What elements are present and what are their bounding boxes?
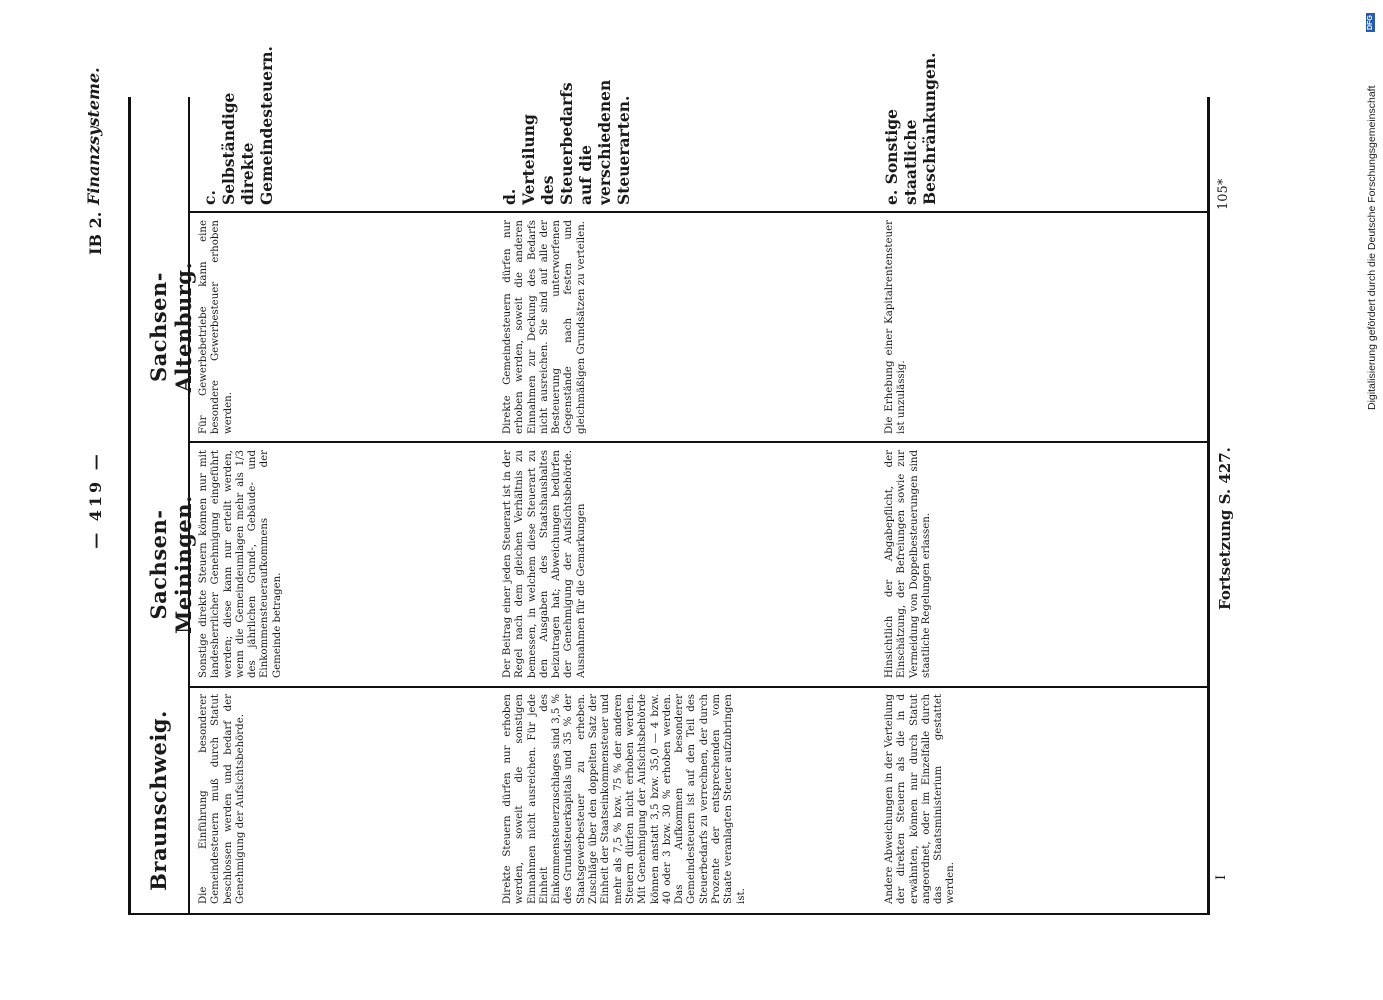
col-header-braunschweig: Braunschweig. [146, 710, 171, 891]
row-e-meiningen: Hinsichtlich der Abgabepflicht, der Einschätzung, der Befreiungen sowie zur Vermeidung von Doppelbesteuerungen sind staatliche Regelungen erlassen. [884, 450, 932, 678]
row-e-braunschweig: Andere Abweichungen in der Verteilung der direkten Steuern als die in d erwähnten, können nur durch Statut angeordnet, oder im Einzelfalle durch das Staatsministerium gestattet werden. [884, 694, 957, 904]
row-d-meiningen: Der Beitrag einer jeden Steuerart ist in der Regel nach dem gleichen Verhältnis zu bemessen, in welchem diese Steuerart zu den Ausgaben des Staatshaushaltes beizutragen hat; Abweichungen bedürfen der Genehmigung der Aufsichtsbehörde. Ausnahmen für die Gemarkungen [502, 450, 587, 678]
row-e-altenburg: Die Erhebung einer Kapitalrentensteuer ist unzulässig. [884, 220, 908, 434]
rule-col-b [188, 441, 1210, 443]
col-header-altenburg: Sachsen-Altenburg. [146, 261, 196, 393]
row-c-meiningen: Sonstige direkte Steuern können nur mit landesherrlicher Genehmigung eingeführt werden; diese kann nur erteilt werden, wenn die Gemeindeumlagen mehr als 1/3 des jährlichen Grund-, Gebäude- und Einkommensteueraufkommens der Gemeinde betragen. [198, 450, 283, 678]
row-c-label: c. Selbständige direkte Gemeindesteuern. [200, 46, 276, 205]
digitization-note: Digitalisierung gefördert durch die Deutsche Forschungsgemeinschaft [1366, 85, 1378, 410]
rule-left [128, 97, 131, 915]
row-d-braunschweig: Direkte Steuern dürfen nur erhoben werden, soweit die sonstigen Einnahmen nicht ausreichen. Für jede Einheit des Einkommensteuerzuschlages sind 3,5 % des Grundsteuerkapitals und 35 % der Staatsgewerbesteuer zu erheben. Zuschläge über den doppelten Satz der Einheit der Staatseinkommensteuer und mehr als 7,5 % bzw. 75 % der anderen Steuern dürfen nicht erhoben werden. Mit Genehmigung der Aufsichtsbehörde können anstatt 3,5 bzw. 35,0 — 4 bzw. 40 oder 3 bzw. 30 % erhoben werden. Das Aufkommen besonderer Gemeindesteuern ist auf den Teil des Steuerbedarfs zu verrechnen, der durch Prozente der entsprechenden vom Staate veranlagten Steuer aufzubringen ist. [502, 694, 747, 904]
rule-header-bottom [128, 913, 1210, 915]
continuation-note: Fortsetzung S. 427. [1216, 447, 1234, 610]
row-e-label: e. Sonstige staatliche Beschränkungen. [882, 52, 939, 205]
row-c-altenburg: Für Gewerbebetriebe kann eine besondere Gewerbesteuer erhoben werden. [198, 220, 234, 434]
running-title: Finanzsysteme. [84, 67, 103, 205]
chapter: IB 2. [86, 211, 105, 255]
rule-col-c [188, 211, 1210, 213]
rule-right [1207, 97, 1210, 915]
footer-mark: I [1214, 874, 1229, 880]
rule-col-a [188, 686, 1210, 688]
col-header-meiningen: Sachsen-Meiningen. [146, 495, 196, 634]
dfg-logo: DFG [1367, 15, 1374, 30]
row-d-label: d. Verteilung des Steuerbedarfs auf die verschiedenen Steuerarten. [500, 79, 633, 205]
row-d-altenburg: Direkte Gemeindesteuern dürfen nur erhoben werden, soweit die anderen Einnahmen zur Deckung des Bedarfs nicht ausreichen. Sie sind auf alle der Besteuerung unterworfenen Gegenstände nach festen und gleichmäßigen Grundsätzen zu verteilen. [502, 220, 587, 434]
page-number-line: — 419 — [86, 451, 105, 549]
row-c-braunschweig: Die Einführung besonderer Gemeindesteuern muß durch Statut beschlossen werden und bedarf der Genehmigung der Aufsichtsbehörde. [198, 694, 246, 904]
page-ref: 105* [1216, 178, 1231, 210]
